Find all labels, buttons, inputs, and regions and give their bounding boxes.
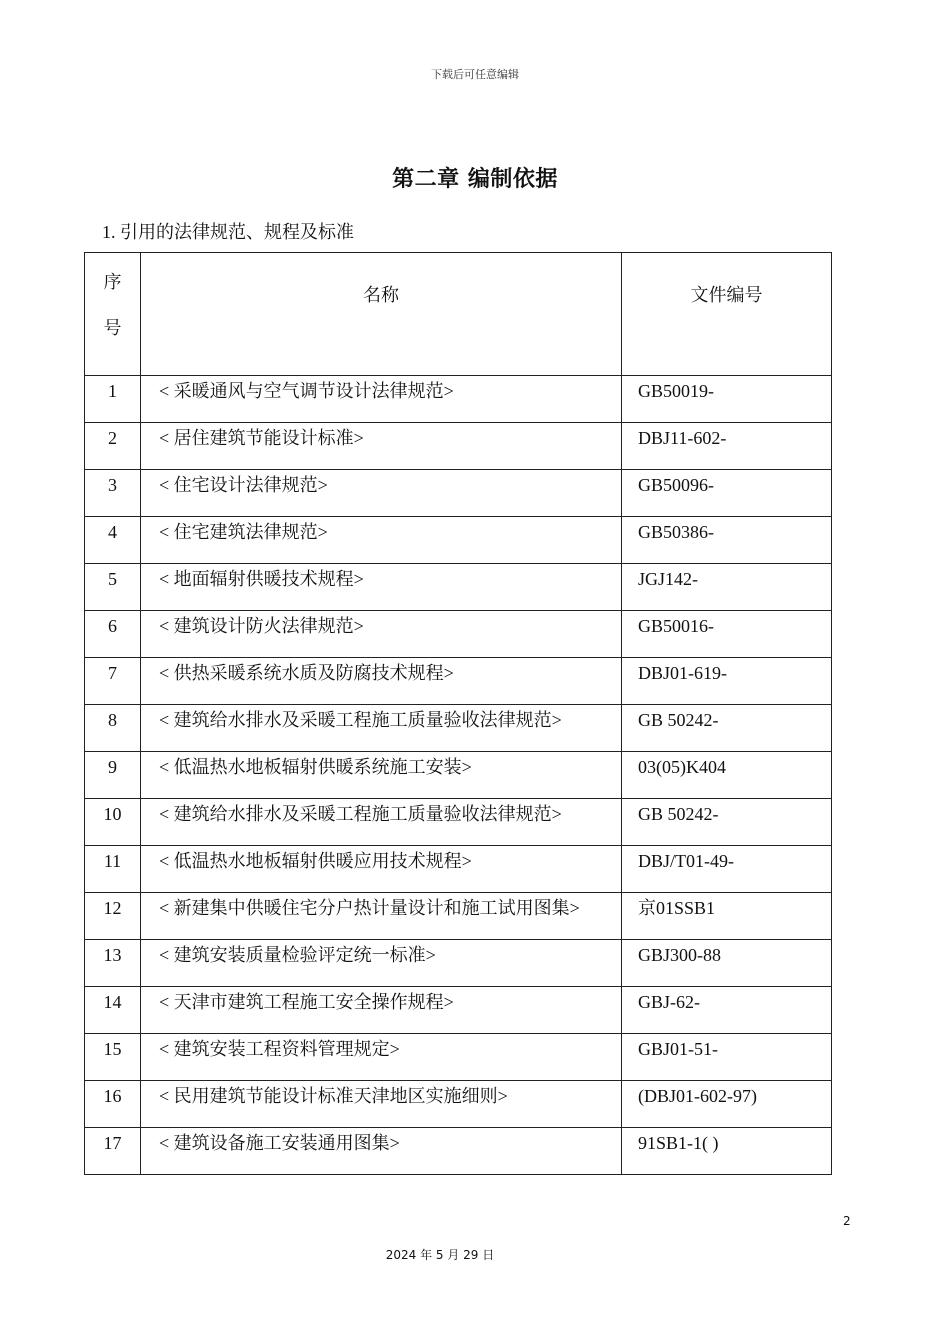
row-name: < 低温热水地板辐射供暖系统施工安装> <box>141 752 622 799</box>
table-header-row <box>85 253 832 376</box>
header-no-char-2: 号 <box>103 318 122 338</box>
row-name: < 采暖通风与空气调节设计法律规范> <box>141 376 622 423</box>
row-no: 12 <box>85 893 141 940</box>
table-row <box>85 423 832 470</box>
row-no: 13 <box>85 940 141 987</box>
row-no: 10 <box>85 799 141 846</box>
row-code: GBJ01-51- <box>622 1034 832 1081</box>
row-code: GB50096- <box>622 470 832 517</box>
table-row <box>85 376 832 423</box>
row-code: 03(05)K404 <box>622 752 832 799</box>
row-code: GBJ300-88 <box>622 940 832 987</box>
table-row <box>85 940 832 987</box>
row-name: < 低温热水地板辐射供暖应用技术规程> <box>141 846 622 893</box>
row-name: < 住宅建筑法律规范> <box>141 517 622 564</box>
row-name: < 民用建筑节能设计标准天津地区实施细则> <box>141 1081 622 1128</box>
table-row <box>85 517 832 564</box>
table-row <box>85 611 832 658</box>
row-no: 7 <box>85 658 141 705</box>
table-row <box>85 752 832 799</box>
row-name: < 天津市建筑工程施工安全操作规程> <box>141 987 622 1034</box>
section-heading: 1. 引用的法律规范、规程及标准 <box>102 222 354 242</box>
row-no: 1 <box>85 376 141 423</box>
table-row <box>85 846 832 893</box>
table-row <box>85 470 832 517</box>
row-code: 91SB1-1( ) <box>622 1128 832 1175</box>
row-code: DBJ11-602- <box>622 423 832 470</box>
row-code: (DBJ01-602-97) <box>622 1081 832 1128</box>
row-code: GBJ-62- <box>622 987 832 1034</box>
row-code: GB 50242- <box>622 705 832 752</box>
row-code: GB50019- <box>622 376 832 423</box>
row-name: < 建筑安装工程资料管理规定> <box>141 1034 622 1081</box>
row-no: 16 <box>85 1081 141 1128</box>
row-name: < 建筑安装质量检验评定统一标准> <box>141 940 622 987</box>
table-row <box>85 893 832 940</box>
row-name: < 建筑设备施工安装通用图集> <box>141 1128 622 1175</box>
row-no: 11 <box>85 846 141 893</box>
row-name: < 地面辐射供暖技术规程> <box>141 564 622 611</box>
row-code: DBJ/T01-49- <box>622 846 832 893</box>
row-name: < 建筑设计防火法律规范> <box>141 611 622 658</box>
table-row <box>85 987 832 1034</box>
row-code: GB50386- <box>622 517 832 564</box>
row-name: < 新建集中供暖住宅分户热计量设计和施工试用图集> <box>141 893 622 940</box>
header-no-char-1: 序 <box>103 272 122 292</box>
row-name: < 建筑给水排水及采暖工程施工质量验收法律规范> <box>141 705 622 752</box>
table-row <box>85 1081 832 1128</box>
row-name: < 住宅设计法律规范> <box>141 470 622 517</box>
row-no: 14 <box>85 987 141 1034</box>
table-row <box>85 1128 832 1175</box>
header-no <box>85 253 141 376</box>
row-name: < 供热采暖系统水质及防腐技术规程> <box>141 658 622 705</box>
row-name: < 居住建筑节能设计标准> <box>141 423 622 470</box>
table-row <box>85 799 832 846</box>
row-no: 6 <box>85 611 141 658</box>
table-row <box>85 1034 832 1081</box>
row-name: < 建筑给水排水及采暖工程施工质量验收法律规范> <box>141 799 622 846</box>
row-code: JGJ142- <box>622 564 832 611</box>
row-no: 8 <box>85 705 141 752</box>
row-no: 17 <box>85 1128 141 1175</box>
row-code: DBJ01-619- <box>622 658 832 705</box>
row-no: 9 <box>85 752 141 799</box>
table-row <box>85 564 832 611</box>
row-code: GB50016- <box>622 611 832 658</box>
row-code: 京01SSB1 <box>622 893 832 940</box>
table-row <box>85 705 832 752</box>
row-no: 2 <box>85 423 141 470</box>
table-row <box>85 658 832 705</box>
row-no: 4 <box>85 517 141 564</box>
row-no: 15 <box>85 1034 141 1081</box>
header-code: 文件编号 <box>622 253 832 376</box>
page-header: 下载后可任意编辑 <box>431 68 519 81</box>
standards-table <box>84 252 832 1175</box>
footer-date: 2024 年 5 月 29 日 <box>385 1248 495 1262</box>
page-number: 2 <box>843 1214 851 1228</box>
row-no: 3 <box>85 470 141 517</box>
row-no: 5 <box>85 564 141 611</box>
chapter-title: 第二章 编制依据 <box>392 167 558 192</box>
row-code: GB 50242- <box>622 799 832 846</box>
header-name: 名称 <box>141 253 622 376</box>
